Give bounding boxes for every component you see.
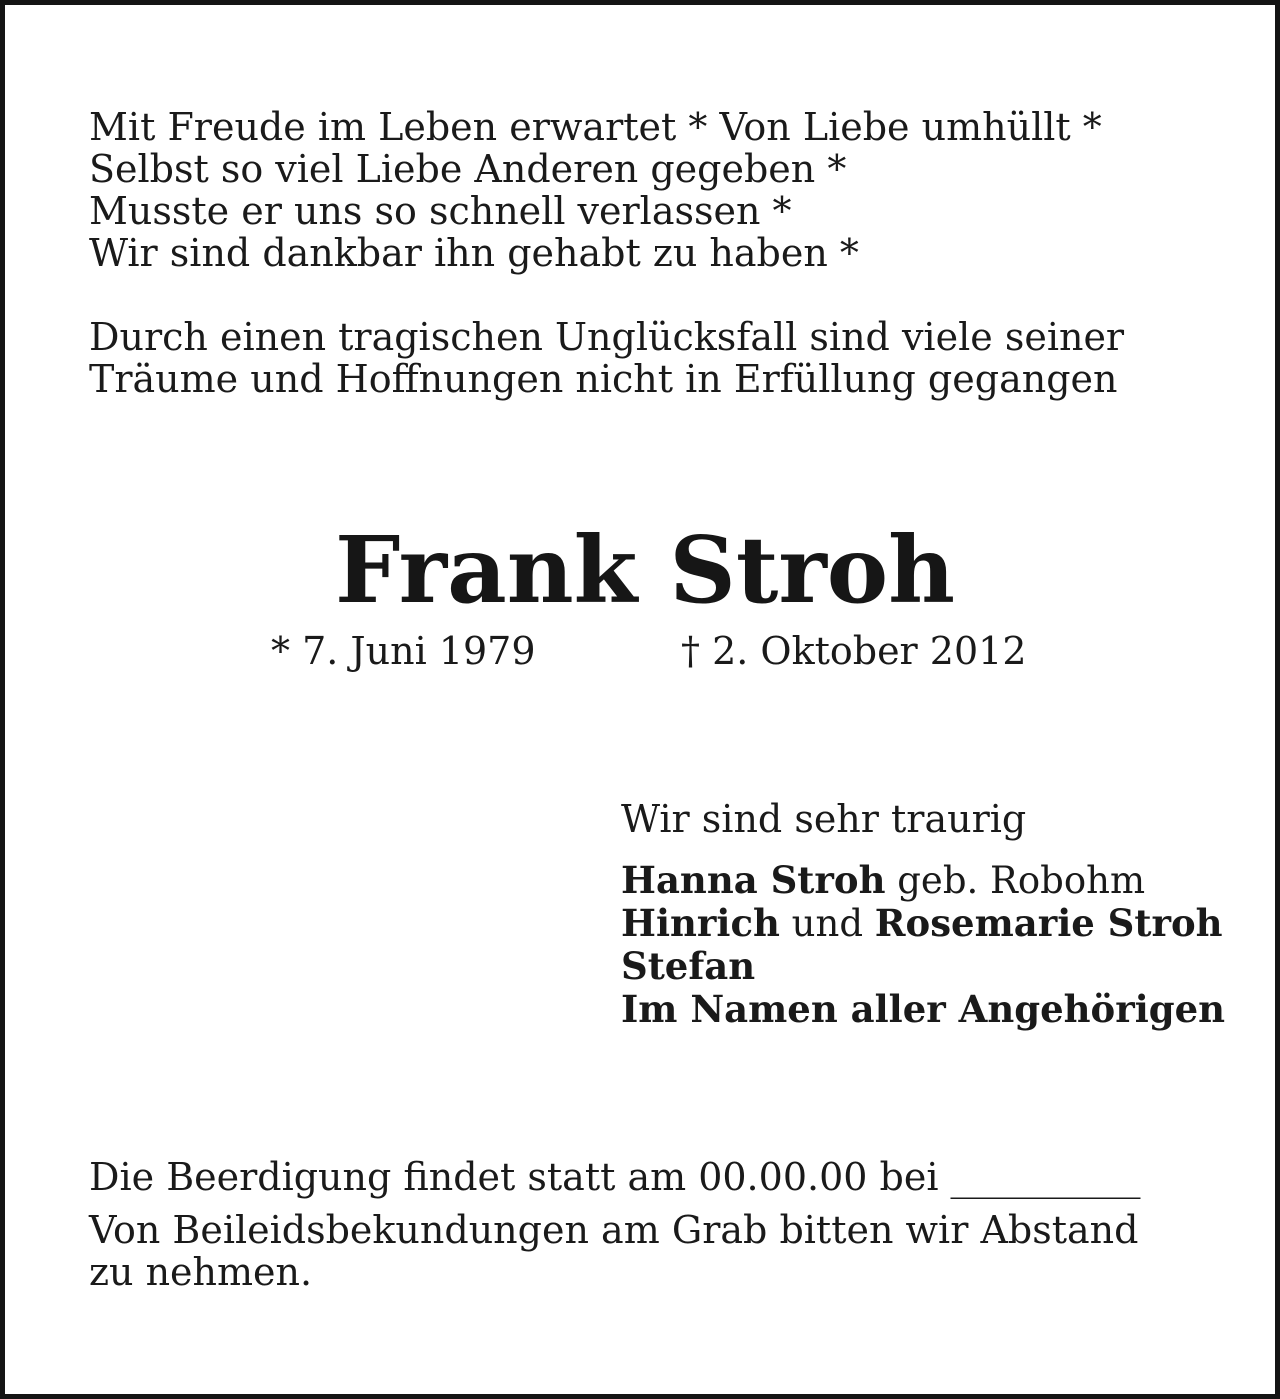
condolence-word: bitten bbox=[779, 1208, 894, 1252]
tragedy-paragraph bbox=[89, 316, 1205, 400]
poem-line-2: Selbst so viel Liebe Anderen gegeben * bbox=[89, 147, 847, 191]
tragedy-line-1 bbox=[89, 316, 1205, 358]
poem-word: * bbox=[1082, 105, 1102, 149]
mourner-note: und bbox=[779, 902, 875, 945]
condolence-notice bbox=[89, 1209, 1205, 1293]
condolence-word: wir bbox=[905, 1208, 969, 1252]
mourner-name: Im Namen aller Angehörigen bbox=[621, 987, 1226, 1031]
poem-word: im bbox=[317, 105, 367, 149]
poem-word: umhüllt bbox=[921, 105, 1071, 149]
poem-word: erwartet bbox=[509, 105, 677, 149]
poem-line-3: Musste er uns so schnell verlassen * bbox=[89, 189, 792, 233]
mourner-name: Hanna Stroh bbox=[621, 858, 886, 902]
tragedy-word: tragischen bbox=[338, 315, 543, 359]
mourner-note: geb. Robohm bbox=[885, 859, 1146, 902]
poem-word: Von bbox=[719, 105, 791, 149]
poem-line-4: Wir sind dankbar ihn gehabt zu haben * bbox=[89, 231, 859, 275]
poem-line-1 bbox=[89, 106, 1205, 148]
tragedy-word: Unglücksfall bbox=[555, 315, 798, 359]
condolence-word: Von bbox=[89, 1208, 161, 1252]
tragedy-line-2: Träume und Hoffnungen nicht in Erfüllung gegangen bbox=[89, 357, 1118, 401]
mourner-name: Rosemarie Stroh bbox=[874, 901, 1223, 945]
mourner-row bbox=[621, 987, 1226, 1031]
condolence-line-2: zu nehmen. bbox=[89, 1250, 313, 1294]
mourner-row bbox=[621, 859, 1221, 902]
poem-word: Liebe bbox=[802, 105, 910, 149]
mourner-name: Stefan bbox=[621, 944, 756, 988]
funeral-notice bbox=[89, 1156, 1205, 1198]
condolence-line-1 bbox=[89, 1209, 1205, 1251]
tragedy-word: sind bbox=[809, 315, 890, 359]
birth-date: * 7. Juni 1979 bbox=[271, 629, 536, 673]
mourners-block bbox=[621, 797, 1226, 1031]
mourners-intro: Wir sind sehr traurig bbox=[621, 797, 1027, 841]
poem-word: Freude bbox=[167, 105, 306, 149]
poem-block bbox=[89, 106, 1205, 274]
condolence-word: am bbox=[601, 1208, 660, 1252]
tragedy-word: seiner bbox=[1004, 315, 1125, 359]
mourner-row bbox=[621, 902, 1221, 945]
mourner-row bbox=[621, 945, 1221, 988]
condolence-word: Grab bbox=[671, 1208, 768, 1252]
condolence-word: Beileidsbekundungen bbox=[172, 1208, 589, 1252]
tragedy-word: einen bbox=[219, 315, 327, 359]
deceased-name: Frank Stroh bbox=[334, 516, 956, 624]
poem-word: Mit bbox=[89, 105, 156, 149]
tragedy-word: Durch bbox=[89, 315, 208, 359]
funeral-line: Die Beerdigung findet statt am 00.00.00 bei __________ bbox=[89, 1155, 1141, 1199]
poem-word: * bbox=[688, 105, 708, 149]
death-date: † 2. Oktober 2012 bbox=[681, 629, 1027, 673]
tragedy-word: viele bbox=[901, 315, 993, 359]
poem-word: Leben bbox=[378, 105, 498, 149]
mourner-name: Hinrich bbox=[621, 901, 780, 945]
condolence-word: Abstand bbox=[980, 1208, 1139, 1252]
